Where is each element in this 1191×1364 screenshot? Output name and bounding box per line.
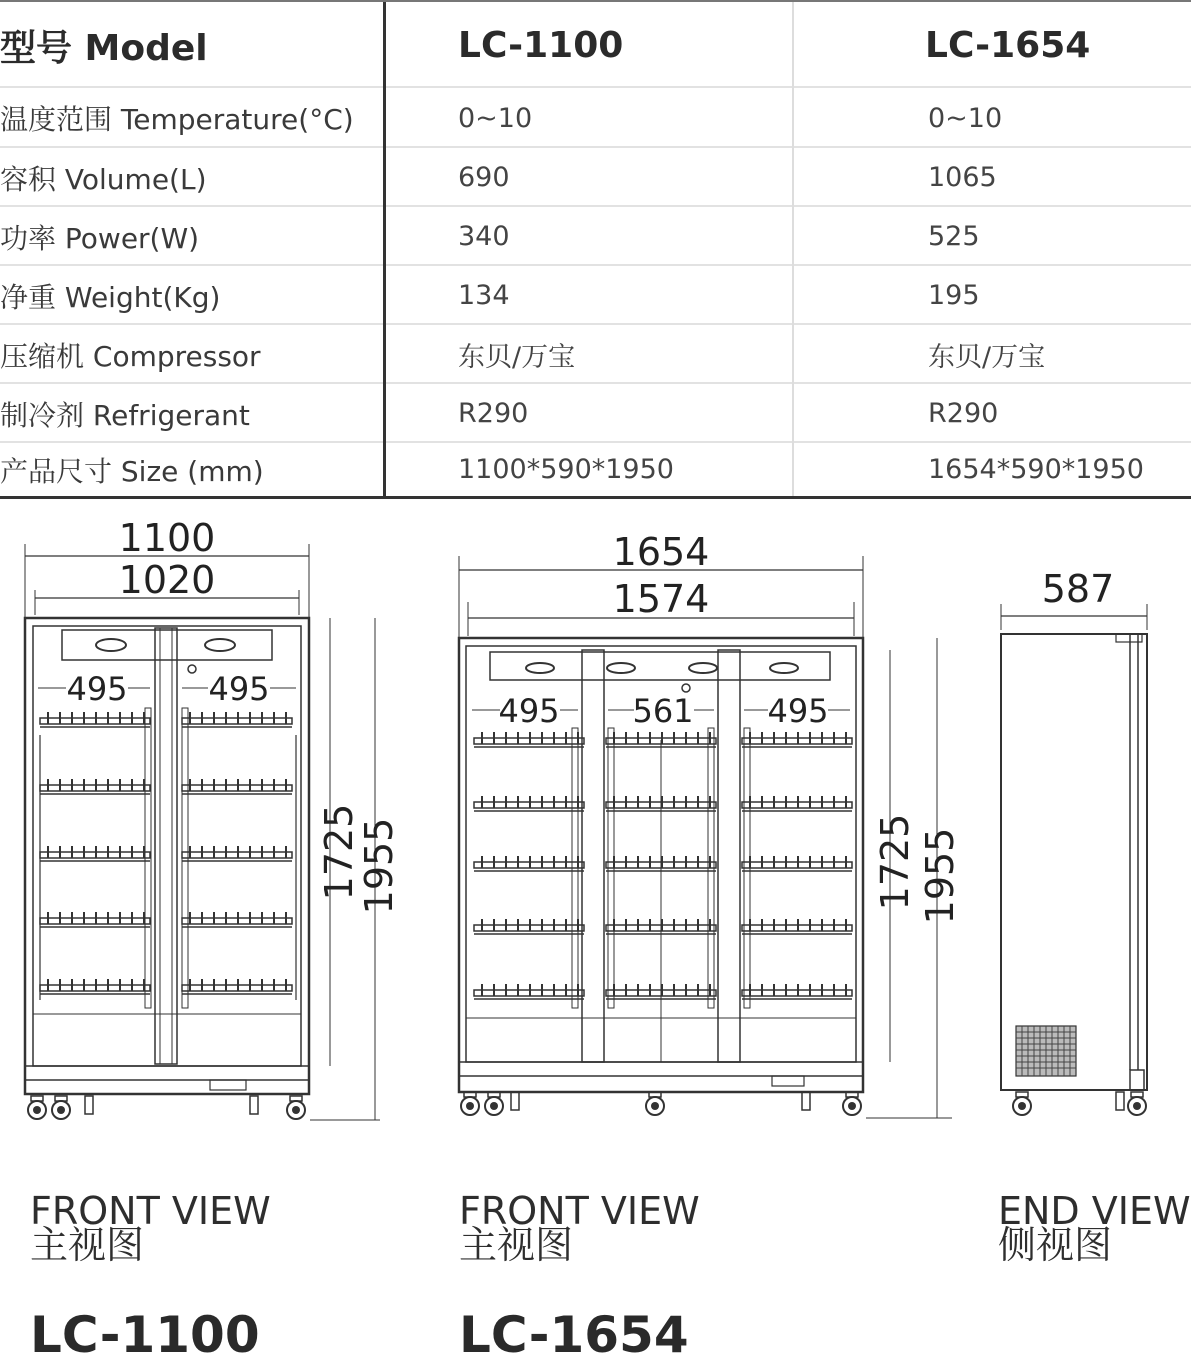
technical-drawings — [0, 500, 1191, 1140]
table-row-size — [0, 443, 1191, 496]
table-row-compressor — [0, 325, 1191, 384]
dim-inner-width: 1574 — [612, 577, 710, 621]
row-value-lc1100: 134 — [458, 280, 510, 311]
row-label: 温度范围 Temperature(°C) — [0, 103, 354, 136]
table-row-weight — [0, 266, 1191, 325]
row-value-lc1654: 0~10 — [928, 102, 1003, 134]
caption-lc1654 — [459, 1189, 700, 1267]
drawings-canvas — [0, 500, 1191, 1140]
row-value-lc1100: 690 — [458, 162, 510, 193]
row-label: 功率 Power(W) — [0, 221, 200, 255]
row-value-lc1654: 东贝/万宝 — [928, 342, 1046, 373]
table-row-power — [0, 207, 1191, 266]
row-label: 净重 Weight(Kg) — [0, 280, 221, 314]
row-value-lc1100: 0~10 — [458, 102, 533, 134]
end-view — [1001, 567, 1147, 1115]
table-column-divider — [383, 2, 386, 496]
dim-inner-height: 1725 — [317, 803, 361, 901]
lc1654-front-view — [459, 530, 962, 1118]
table-row-refrigerant — [0, 384, 1191, 443]
caption-view-en: END VIEW — [998, 1189, 1191, 1233]
row-value-lc1654: 525 — [928, 221, 980, 252]
dim-overall-height: 1955 — [357, 817, 401, 915]
row-label: 容积 Volume(L) — [0, 162, 207, 196]
row-value-lc1654: 1065 — [928, 162, 997, 193]
row-label: 压缩机 Compressor — [0, 339, 261, 373]
dim-door-left: 495 — [498, 692, 560, 730]
row-value-lc1100: 340 — [458, 221, 510, 252]
dim-overall-width: 1654 — [612, 530, 710, 574]
dim-inner-height: 1725 — [873, 813, 917, 911]
row-label: 制冷剂 Refrigerant — [0, 398, 250, 432]
table-row-volume — [0, 148, 1191, 207]
dim-door-left: 495 — [66, 670, 128, 708]
dim-overall-height: 1955 — [918, 827, 962, 925]
dim-overall-width: 1100 — [118, 516, 216, 560]
caption-end-view — [998, 1189, 1191, 1267]
dim-door-center: 561 — [632, 692, 694, 730]
table-row-temperature — [0, 88, 1191, 148]
caption-view-zh: 主视图 — [459, 1223, 574, 1267]
caption-view-zh: 主视图 — [30, 1223, 145, 1267]
row-value-lc1654: R290 — [928, 398, 999, 429]
dim-inner-width: 1020 — [118, 558, 216, 602]
caption-view-en: FRONT VIEW — [30, 1189, 271, 1233]
header-model-lc1654: LC-1654 — [925, 24, 1091, 66]
model-name-lc1100: LC-1100 — [30, 1306, 260, 1364]
table-header-row — [0, 2, 1191, 88]
row-value-lc1100: R290 — [458, 398, 529, 429]
spec-table — [0, 0, 1191, 499]
caption-view-zh: 侧视图 — [998, 1223, 1113, 1267]
dim-door-right: 495 — [208, 670, 270, 708]
row-label: 产品尺寸 Size (mm) — [0, 454, 264, 488]
header-model-label: 型号 Model — [0, 27, 208, 69]
model-name-lc1654: LC-1654 — [459, 1306, 689, 1364]
row-value-lc1654: 1654*590*1950 — [928, 454, 1144, 485]
row-value-lc1100: 东贝/万宝 — [458, 342, 576, 373]
dim-depth: 587 — [1041, 567, 1115, 611]
lc1100-front-view — [25, 516, 401, 1120]
caption-lc1100 — [30, 1189, 271, 1267]
header-model-lc1100: LC-1100 — [458, 24, 624, 66]
table-column-divider — [792, 2, 794, 496]
caption-view-en: FRONT VIEW — [459, 1189, 700, 1233]
table-bottom-border — [0, 496, 1191, 499]
row-value-lc1100: 1100*590*1950 — [458, 454, 674, 485]
dim-door-right: 495 — [767, 692, 829, 730]
row-value-lc1654: 195 — [928, 280, 980, 311]
